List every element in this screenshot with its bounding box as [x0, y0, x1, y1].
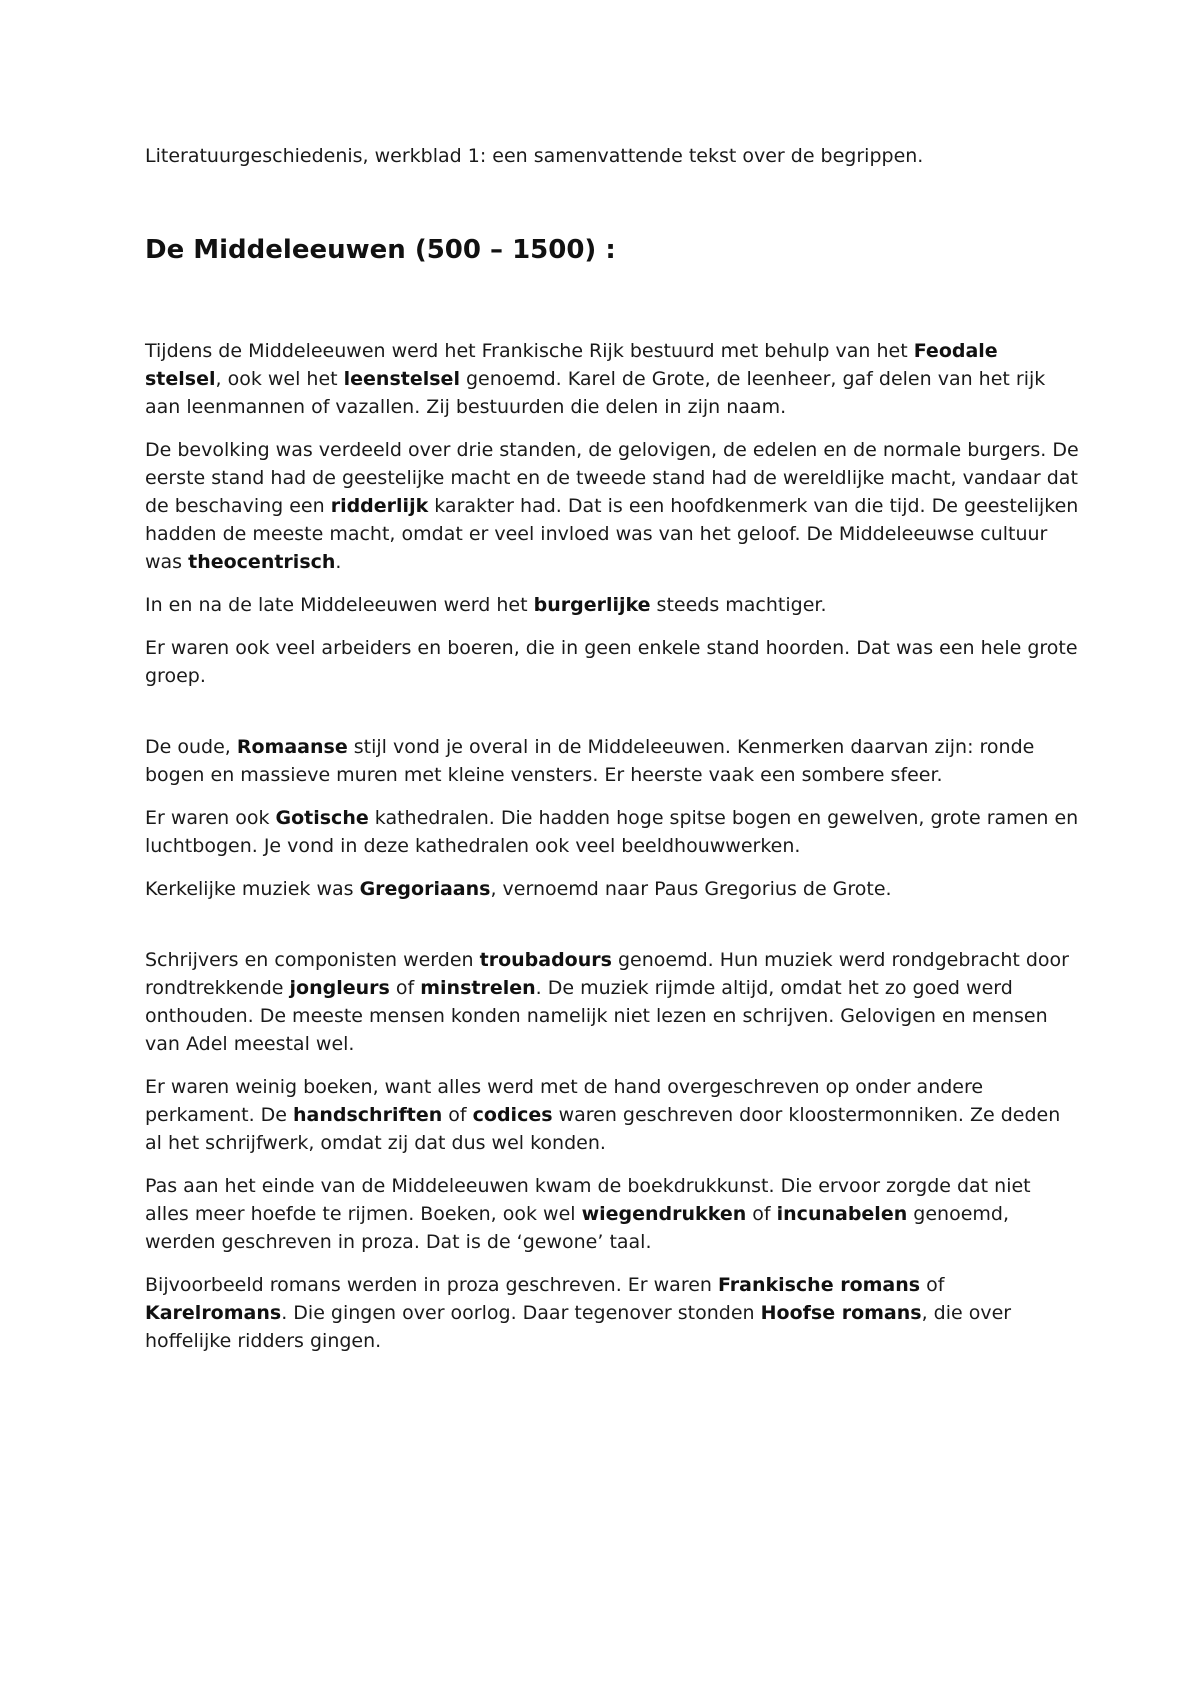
key-term: Gotische: [275, 807, 369, 829]
paragraph-text: Schrijvers en componisten werden: [145, 949, 480, 971]
body-paragraph: [145, 1172, 1080, 1256]
paragraph-text: Bijvoorbeeld romans werden in proza geschreven. Er waren: [145, 1274, 718, 1296]
paragraph-text: karakter had. Dat is een hoofdkenmerk van die tijd. De geestelijken hadden de meeste macht, omdat er veel invloed was van het geloof. De Middeleeuwse cultuur was: [145, 495, 1079, 573]
paragraph-text: Kerkelijke muziek was: [145, 878, 360, 900]
paragraph-text: of: [389, 977, 421, 999]
body-paragraph: [145, 1271, 1080, 1355]
key-term: Karelromans: [145, 1302, 282, 1324]
key-term: ridderlijk: [330, 495, 429, 517]
key-term: leenstelsel: [343, 368, 460, 390]
text-section: [145, 946, 1080, 1355]
paragraph-text: genoemd. Hun muziek werd rondgebracht door rondtrekkende: [145, 949, 1069, 999]
body-paragraph: [145, 634, 1080, 690]
body-paragraph: [145, 875, 1080, 903]
paragraph-text: stijl vond je overal in de Middeleeuwen. Kenmerken daarvan zijn: ronde bogen en massieve muren met kleine vensters. Er heerste vaak een sombere sfeer.: [145, 736, 1035, 786]
body-paragraph: [145, 337, 1080, 421]
paragraph-text: , die over hoffelijke ridders gingen.: [145, 1302, 1012, 1352]
key-term: Feodale stelsel: [145, 340, 998, 390]
paragraph-text: Tijdens de Middeleeuwen werd het Frankische Rijk bestuurd met behulp van het: [145, 340, 914, 362]
key-term: troubadours: [479, 949, 612, 971]
text-section: [145, 733, 1080, 903]
body-paragraph: [145, 591, 1080, 619]
paragraph-text: steeds machtiger.: [650, 594, 827, 616]
document-subtitle: Literatuurgeschiedenis, werkblad 1: een samenvattende tekst over de begrippen.: [145, 145, 924, 167]
paragraph-text: . Die gingen over oorlog. Daar tegenover stonden: [281, 1302, 761, 1324]
key-term: Frankische romans: [717, 1274, 921, 1296]
paragraph-text: In en na de late Middeleeuwen werd het: [145, 594, 534, 616]
body-paragraph: [145, 1073, 1080, 1157]
key-term: burgerlijke: [533, 594, 651, 616]
paragraph-text: De oude,: [145, 736, 237, 758]
body-paragraph: [145, 804, 1080, 860]
body-paragraph: [145, 436, 1080, 576]
paragraph-text: , vernoemd naar Paus Gregorius de Grote.: [490, 878, 892, 900]
paragraph-text: genoemd. Karel de Grote, de leenheer, gaf delen van het rijk aan leenmannen of vazallen. Zij bestuurden die delen in zijn naam.: [145, 368, 1046, 418]
key-term: minstrelen: [420, 977, 536, 999]
key-term: Gregoriaans: [359, 878, 491, 900]
paragraph-text: De bevolking was verdeeld over drie standen, de gelovigen, de edelen en de normale burgers. De eerste stand had de geestelijke macht en de tweede stand had de wereldlijke macht, vandaar dat de beschaving een: [145, 439, 1079, 517]
paragraph-text: Er waren ook veel arbeiders en boeren, die in geen enkele stand hoorden. Dat was een hele grote groep.: [145, 637, 1078, 687]
paragraph-text: . De muziek rijmde altijd, omdat het zo goed werd onthouden. De meeste mensen konden namelijk niet lezen en schrijven. Gelovigen en mensen van Adel meestal wel.: [145, 977, 1048, 1055]
paragraph-text: genoemd, werden geschreven in proza. Dat is de ‘gewone’ taal.: [145, 1203, 1009, 1253]
paragraph-text: Pas aan het einde van de Middeleeuwen kwam de boekdrukkunst. Die ervoor zorgde dat niet alles meer hoefde te rijmen. Boeken, ook wel: [145, 1175, 1031, 1225]
paragraph-text: , ook wel het: [215, 368, 344, 390]
paragraph-text: of: [746, 1203, 777, 1225]
body-paragraph: [145, 946, 1080, 1058]
paragraph-text: of: [920, 1274, 945, 1296]
paragraph-text: Er waren weinig boeken, want alles werd met de hand overgeschreven op onder andere perkament. De: [145, 1076, 984, 1126]
paragraph-text: waren geschreven door kloostermonniken. Ze deden al het schrijfwerk, omdat zij dat dus wel konden.: [145, 1104, 1061, 1154]
key-term: incunabelen: [776, 1203, 908, 1225]
key-term: Romaanse: [236, 736, 348, 758]
body-paragraph: [145, 733, 1080, 789]
paragraph-text: Er waren ook: [145, 807, 276, 829]
key-term: codices: [472, 1104, 553, 1126]
paragraph-text: .: [335, 551, 342, 573]
document-title: De Middeleeuwen (500 – 1500) :: [145, 235, 616, 265]
paragraph-text: of: [442, 1104, 473, 1126]
page-content: [145, 143, 1080, 1370]
key-term: wiegendrukken: [581, 1203, 747, 1225]
key-term: handschriften: [293, 1104, 443, 1126]
paragraph-text: kathedralen. Die hadden hoge spitse bogen en gewelven, grote ramen en luchtbogen. Je vond in deze kathedralen ook veel beeldhouwwerken.: [145, 807, 1079, 857]
key-term: jongleurs: [289, 977, 390, 999]
key-term: Hoofse romans: [760, 1302, 922, 1324]
key-term: theocentrisch: [188, 551, 336, 573]
text-section: [145, 337, 1080, 690]
document-body: [145, 337, 1080, 1355]
